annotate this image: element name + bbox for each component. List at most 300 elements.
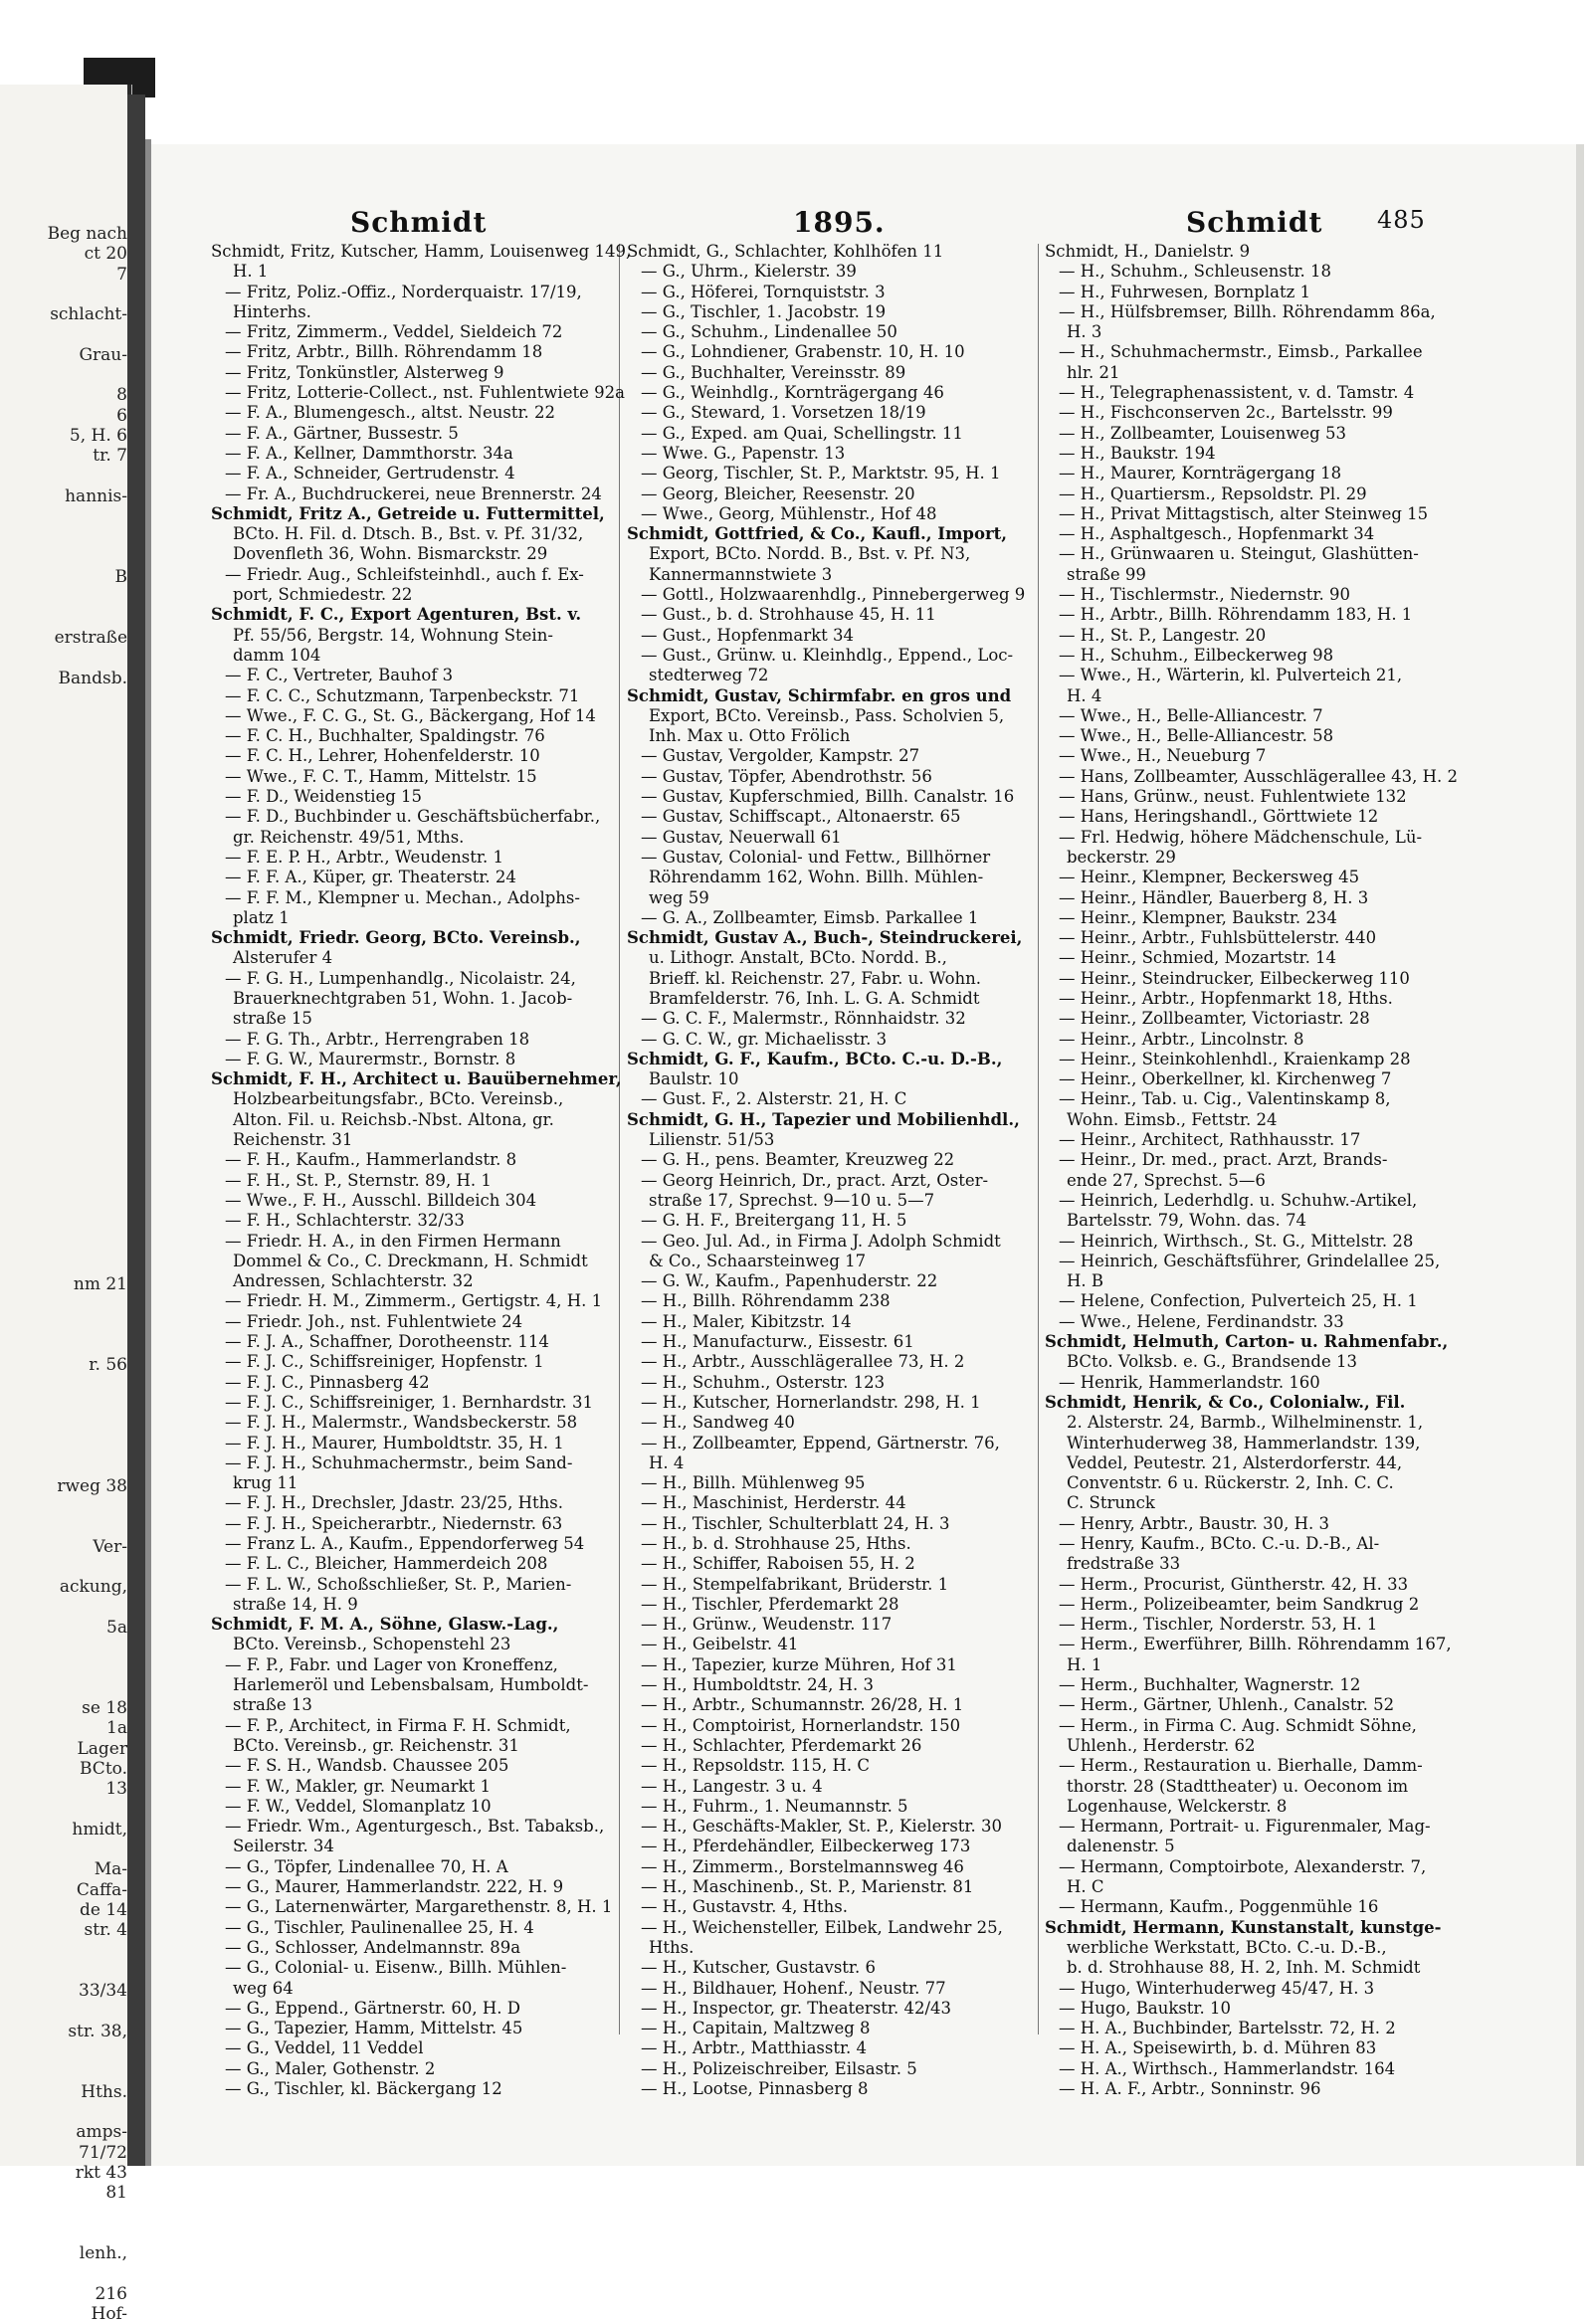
directory-entry: — Wwe., H., Belle-Alliancestr. 7 xyxy=(1059,705,1323,725)
directory-entry-continuation: Bramfelderstr. 76, Inh. L. G. A. Schmidt xyxy=(649,988,980,1008)
directory-entry: — H., Pferdehändler, Eilbeckerweg 173 xyxy=(641,1837,971,1856)
directory-entry-firm: Schmidt, Gustav A., Buch-, Steindruckerei, xyxy=(627,928,1023,948)
directory-entry: — Gust., Hopfenmarkt 34 xyxy=(641,625,855,645)
directory-entry: — H., Repsoldstr. 115, H. C xyxy=(641,1756,871,1776)
directory-entry: — Hans, Heringshandl., Görttwiete 12 xyxy=(1059,807,1379,827)
directory-page xyxy=(151,144,1584,2166)
directory-entry-firm: Schmidt, Hermann, Kunstanstalt, kunstge- xyxy=(1045,1917,1442,1937)
directory-entry: — H., Geibelstr. 41 xyxy=(641,1635,799,1654)
directory-entry-firm: Schmidt, Gustav, Schirmfabr. en gros und xyxy=(627,685,1012,705)
previous-page-fragment: tr. 7 xyxy=(93,446,127,467)
directory-entry: — H., Telegraphenassistent, v. d. Tamstr. 4 xyxy=(1059,383,1415,403)
directory-entry: — G. A., Zollbeamter, Eimsb. Parkallee 1 xyxy=(641,907,979,927)
previous-page-fragment: B xyxy=(114,567,127,588)
directory-entry: — F. P., Architect, in Firma F. H. Schmidt, xyxy=(225,1715,571,1735)
previous-page-fragment: hannis- xyxy=(65,485,127,506)
directory-entry: — Hugo, Winterhuderweg 45/47, H. 3 xyxy=(1059,1978,1375,1998)
directory-entry: — Herm., Ewerführer, Billh. Röhrendamm 167, xyxy=(1059,1635,1452,1654)
previous-page-fragment: Hths. xyxy=(81,2081,127,2102)
previous-page-fragment: str. 38, xyxy=(68,2021,127,2041)
directory-entry: — H., Schlachter, Pferdemarkt 26 xyxy=(641,1735,922,1755)
previous-page-fragment: 5a xyxy=(106,1617,127,1638)
directory-entry-continuation: Röhrendamm 162, Wohn. Billh. Mühlen- xyxy=(649,868,984,887)
directory-entry: — G., Schlosser, Andelmannstr. 89a xyxy=(225,1937,521,1957)
directory-entry-continuation: weg 59 xyxy=(649,887,709,907)
directory-entry: — H. A. F., Arbtr., Sonninstr. 96 xyxy=(1059,2079,1321,2099)
previous-page-fragment: 33/34 xyxy=(79,1981,127,2002)
header-left-surname: Schmidt xyxy=(350,206,488,239)
previous-page-fragment: 1a xyxy=(106,1718,127,1739)
directory-entry-firm: Schmidt, F. M. A., Söhne, Glasw.-Lag., xyxy=(211,1615,559,1635)
previous-page-fragment: de 14 xyxy=(80,1899,127,1920)
directory-entry: — F. P., Fabr. und Lager von Kroneffenz, xyxy=(225,1654,558,1674)
directory-entry-continuation: C. Strunck xyxy=(1067,1493,1155,1513)
directory-entry-continuation: werbliche Werkstatt, BCto. C.-u. D.-B., xyxy=(1067,1937,1387,1957)
directory-entry: — F. J. H., Speicherarbtr., Niedernstr. 63 xyxy=(225,1513,563,1533)
directory-entry-continuation: b. d. Strohhause 88, H. 2, Inh. M. Schmidt xyxy=(1067,1958,1421,1978)
directory-entry-firm: Schmidt, G. F., Kaufm., BCto. C.-u. D.-B., xyxy=(627,1049,1003,1068)
directory-entry: — H., Tischler, Schulterblatt 24, H. 3 xyxy=(641,1513,950,1533)
directory-entry-continuation: straße 99 xyxy=(1067,564,1146,584)
directory-entry-continuation: straße 14, H. 9 xyxy=(233,1594,358,1614)
previous-page-fragment: rweg 38 xyxy=(57,1475,127,1496)
directory-entry-continuation: damm 104 xyxy=(233,645,321,665)
directory-entry: — F. S. H., Wandsb. Chaussee 205 xyxy=(225,1756,509,1776)
directory-entry: — Heinr., Steindrucker, Eilbeckerweg 110 xyxy=(1059,968,1410,988)
previous-page-fragment: hmidt, xyxy=(72,1819,127,1840)
directory-entry: — H., Zimmerm., Borstelmannsweg 46 xyxy=(641,1856,964,1876)
directory-entry: — H., Grünwaaren u. Steingut, Glashütten- xyxy=(1059,544,1419,564)
previous-page-fragment: Lager xyxy=(77,1738,127,1759)
directory-entry: — F. F. M., Klempner u. Mechan., Adolphs- xyxy=(225,887,580,907)
directory-entry-continuation: beckerstr. 29 xyxy=(1067,847,1176,867)
directory-entry: — G., Tischler, 1. Jacobstr. 19 xyxy=(641,301,887,321)
directory-entry: — Wwe., H., Neueburg 7 xyxy=(1059,746,1267,766)
directory-entry-continuation: Brauerknechtgraben 51, Wohn. 1. Jacob- xyxy=(233,988,573,1008)
directory-entry-firm: Schmidt, Helmuth, Carton- u. Rahmenfabr., xyxy=(1045,1332,1449,1352)
directory-entry: — G., Maurer, Hammerlandstr. 222, H. 9 xyxy=(225,1877,564,1897)
directory-entry: — Heinrich, Wirthsch., St. G., Mittelstr. 28 xyxy=(1059,1231,1414,1251)
directory-entry: — H., Fischconserven 2c., Bartelsstr. 99 xyxy=(1059,403,1393,423)
previous-page-fragment: 13 xyxy=(105,1779,127,1800)
directory-entry: — F. G. Th., Arbtr., Herrengraben 18 xyxy=(225,1029,530,1049)
directory-entry: — H., Comptoirist, Hornerlandstr. 150 xyxy=(641,1715,961,1735)
directory-entry: — H., Kutscher, Gustavstr. 6 xyxy=(641,1958,876,1978)
directory-entry: — H., Capitain, Maltzweg 8 xyxy=(641,2019,871,2038)
directory-entry: — H., Weichensteller, Eilbek, Landwehr 25, xyxy=(641,1917,1003,1937)
previous-page-fragment: BCto. xyxy=(80,1758,127,1779)
directory-entry: — H., Maurer, Kornträgergang 18 xyxy=(1059,464,1342,484)
directory-entry: — Heinr., Oberkellner, kl. Kirchenweg 7 xyxy=(1059,1069,1392,1089)
directory-entry: — F. E. P. H., Arbtr., Weudenstr. 1 xyxy=(225,847,503,867)
directory-entry: — G., Eppend., Gärtnerstr. 60, H. D xyxy=(225,1998,520,2018)
directory-entry: — Georg, Tischler, St. P., Marktstr. 95, H. 1 xyxy=(641,464,1001,484)
directory-entry: — H., Schuhm., Schleusenstr. 18 xyxy=(1059,262,1332,282)
directory-entry: — Henrik, Hammerlandstr. 160 xyxy=(1059,1372,1320,1392)
directory-entry: — Henry, Kaufm., BCto. C.-u. D.-B., Al- xyxy=(1059,1534,1380,1553)
directory-entry: — G., Schuhm., Lindenallee 50 xyxy=(641,322,897,342)
directory-entry: — H., Fuhrm., 1. Neumannstr. 5 xyxy=(641,1796,908,1816)
directory-entry: — G., Uhrm., Kielerstr. 39 xyxy=(641,262,857,282)
directory-entry: — Fritz, Zimmerm., Veddel, Sieldeich 72 xyxy=(225,322,563,342)
directory-entry: — Herm., Buchhalter, Wagnerstr. 12 xyxy=(1059,1675,1361,1695)
directory-entry-continuation: Kannermannstwiete 3 xyxy=(649,564,833,584)
directory-entry-continuation: Lilienstr. 51/53 xyxy=(649,1130,775,1150)
directory-entry-continuation: BCto. Vereinsb., gr. Reichenstr. 31 xyxy=(233,1735,519,1755)
directory-entry-continuation: Winterhuderweg 38, Hammerlandstr. 139, xyxy=(1067,1433,1421,1452)
directory-entry-continuation: platz 1 xyxy=(233,907,290,927)
directory-entry: — H., Zollbeamter, Eppend, Gärtnerstr. 76, xyxy=(641,1433,1000,1452)
directory-entry: — F. A., Blumengesch., altst. Neustr. 22 xyxy=(225,403,556,423)
directory-entry: — Hans, Grünw., neust. Fuhlentwiete 132 xyxy=(1059,787,1407,807)
directory-entry: — H., Gustavstr. 4, Hths. xyxy=(641,1897,848,1917)
directory-entry: — Heinr., Arbtr., Fuhlsbüttelerstr. 440 xyxy=(1059,928,1377,948)
directory-entry: — F. L. W., Schoßschließer, St. P., Marien- xyxy=(225,1574,572,1594)
directory-entry: — Gust., b. d. Strohhause 45, H. 11 xyxy=(641,605,936,625)
directory-entry-continuation: BCto. Vereinsb., Schopenstehl 23 xyxy=(233,1635,511,1654)
directory-entry: — H., Geschäfts-Makler, St. P., Kielerstr. 30 xyxy=(641,1817,1002,1837)
directory-entry-firm: Schmidt, Fritz A., Getreide u. Futtermittel, xyxy=(211,503,605,523)
directory-entry: — Herm., Polizeibeamter, beim Sandkrug 2 xyxy=(1059,1594,1420,1614)
directory-entry: — F. C., Vertreter, Bauhof 3 xyxy=(225,666,454,685)
directory-entry: — H. A., Speisewirth, b. d. Mühren 83 xyxy=(1059,2038,1377,2058)
directory-entry: — Heinr., Steinkohlenhdl., Kraienkamp 28 xyxy=(1059,1049,1411,1068)
previous-page-fragment: Caffa- xyxy=(76,1879,127,1900)
directory-entry: Schmidt, Fritz, Kutscher, Hamm, Louisenweg 149, xyxy=(211,242,632,261)
directory-entry: — Georg, Bleicher, Reesenstr. 20 xyxy=(641,484,915,503)
directory-entry: — F. A., Schneider, Gertrudenstr. 4 xyxy=(225,464,515,484)
directory-entry: — Heinr., Dr. med., pract. Arzt, Brands- xyxy=(1059,1150,1388,1170)
directory-entry: — Heinr., Architect, Rathhausstr. 17 xyxy=(1059,1130,1361,1150)
previous-page-fragment: nm 21 xyxy=(73,1273,127,1294)
directory-entry-continuation: Dommel & Co., C. Dreckmann, H. Schmidt xyxy=(233,1251,588,1270)
directory-entry-firm: Schmidt, Gottfried, & Co., Kaufl., Import, xyxy=(627,524,1008,544)
directory-entry: — G. C. F., Malermstr., Rönnhaidstr. 32 xyxy=(641,1009,966,1029)
directory-entry: — H., Billh. Röhrendamm 238 xyxy=(641,1291,891,1311)
directory-entry-continuation: Uhlenh., Herderstr. 62 xyxy=(1067,1735,1256,1755)
directory-entry-continuation: hlr. 21 xyxy=(1067,362,1120,382)
directory-entry: — H., Polizeischreiber, Eilsastr. 5 xyxy=(641,2058,917,2078)
directory-entry: — Heinr., Händler, Bauerberg 8, H. 3 xyxy=(1059,887,1369,907)
previous-page-fragment: 81 xyxy=(105,2183,127,2204)
directory-entry-continuation: straße 13 xyxy=(233,1695,312,1715)
directory-entry: — Gustav, Colonial- und Fettw., Billhörner xyxy=(641,847,991,867)
directory-entry: — G., Tischler, Paulinenallee 25, H. 4 xyxy=(225,1917,534,1937)
directory-entry: — H., Maler, Kibitzstr. 14 xyxy=(641,1311,852,1331)
directory-entry: — H., Tischlermstr., Niedernstr. 90 xyxy=(1059,585,1350,605)
directory-entry: — Heinr., Arbtr., Hopfenmarkt 18, Hths. xyxy=(1059,988,1393,1008)
previous-page-fragment: Ver- xyxy=(93,1536,127,1557)
directory-entry: — Hermann, Portrait- u. Figurenmaler, Mag- xyxy=(1059,1817,1431,1837)
header-year: 1895. xyxy=(793,206,886,239)
directory-entry-firm: Schmidt, Henrik, & Co., Colonialw., Fil. xyxy=(1045,1392,1406,1412)
directory-entry: — Friedr. H. A., in den Firmen Hermann xyxy=(225,1231,561,1251)
directory-entry: — H., Tischler, Pferdemarkt 28 xyxy=(641,1594,899,1614)
directory-entry: — H., Langestr. 3 u. 4 xyxy=(641,1776,823,1796)
directory-entry-continuation: port, Schmiedestr. 22 xyxy=(233,585,413,605)
previous-page-fragment: Hof- xyxy=(91,2303,127,2324)
directory-entry: — H., Schiffer, Raboisen 55, H. 2 xyxy=(641,1554,915,1574)
directory-entry: — F. W., Makler, gr. Neumarkt 1 xyxy=(225,1776,491,1796)
directory-entry: — Heinr., Zollbeamter, Victoriastr. 28 xyxy=(1059,1009,1370,1029)
directory-entry: — Friedr. Joh., nst. Fuhlentwiete 24 xyxy=(225,1311,523,1331)
directory-entry: — F. C. H., Buchhalter, Spaldingstr. 76 xyxy=(225,726,545,746)
directory-entry: — H., Arbtr., Billh. Röhrendamm 183, H. 1 xyxy=(1059,605,1413,625)
directory-entry: — Hugo, Baukstr. 10 xyxy=(1059,1998,1231,2018)
column-3 xyxy=(1045,242,1592,2099)
directory-entry-continuation: H. 3 xyxy=(1067,322,1102,342)
directory-entry-continuation: straße 17, Sprechst. 9—10 u. 5—7 xyxy=(649,1190,935,1210)
directory-entry: — F. G. W., Maurermstr., Bornstr. 8 xyxy=(225,1049,516,1068)
directory-entry-firm: Schmidt, F. H., Architect u. Bauübernehmer, xyxy=(211,1069,622,1089)
directory-entry: — Wwe., H., Wärterin, kl. Pulverteich 21, xyxy=(1059,666,1403,685)
directory-entry: — H., Inspector, gr. Theaterstr. 42/43 xyxy=(641,1998,952,2018)
directory-entry: — F. J. A., Schaffner, Dorotheenstr. 114 xyxy=(225,1332,549,1352)
directory-entry-continuation: BCto. H. Fil. d. Dtsch. B., Bst. v. Pf. 31/32, xyxy=(233,524,584,544)
page-number: 485 xyxy=(1377,206,1426,234)
directory-entry: — Franz L. A., Kaufm., Eppendorferweg 54 xyxy=(225,1534,585,1553)
directory-entry: — H. A., Buchbinder, Bartelsstr. 72, H. 2 xyxy=(1059,2019,1396,2038)
directory-entry: — Wwe., Georg, Mühlenstr., Hof 48 xyxy=(641,503,937,523)
directory-entry-firm: Schmidt, Friedr. Georg, BCto. Vereinsb., xyxy=(211,928,581,948)
directory-entry: — H., Arbtr., Schumannstr. 26/28, H. 1 xyxy=(641,1695,964,1715)
directory-entry: — H., Schuhmachermstr., Eimsb., Parkallee xyxy=(1059,342,1423,362)
directory-entry: — G., Töpfer, Lindenallee 70, H. A xyxy=(225,1856,508,1876)
directory-entry: — F. G. H., Lumpenhandlg., Nicolaistr. 24, xyxy=(225,968,576,988)
previous-page-fragment: ct 20 xyxy=(84,244,127,265)
directory-entry: — F. F. A., Küper, gr. Theaterstr. 24 xyxy=(225,868,516,887)
directory-entry: — G., Lohndiener, Grabenstr. 10, H. 10 xyxy=(641,342,965,362)
directory-entry-continuation: ende 27, Sprechst. 5—6 xyxy=(1067,1170,1266,1190)
previous-page-fragment: erstraße xyxy=(54,628,127,648)
directory-entry: — G., Maler, Gothenstr. 2 xyxy=(225,2058,436,2078)
directory-entry: — F. J. H., Malermstr., Wandsbeckerstr. 58 xyxy=(225,1413,578,1433)
directory-entry: — H., Humboldtstr. 24, H. 3 xyxy=(641,1675,875,1695)
directory-entry: — F. J. H., Maurer, Humboldtstr. 35, H. 1 xyxy=(225,1433,564,1452)
directory-entry-continuation: H. 1 xyxy=(233,262,269,282)
directory-entry: — Hermann, Comptoirbote, Alexanderstr. 7, xyxy=(1059,1856,1427,1876)
directory-entry: — G. H., pens. Beamter, Kreuzweg 22 xyxy=(641,1150,955,1170)
directory-entry: — H., Stempelfabrikant, Brüderstr. 1 xyxy=(641,1574,949,1594)
directory-entry-continuation: H. 4 xyxy=(649,1452,685,1472)
directory-entry: — G. H. F., Breitergang 11, H. 5 xyxy=(641,1211,907,1231)
previous-page-fragment: 7 xyxy=(116,264,127,285)
directory-entry: — H., Arbtr., Ausschlägerallee 73, H. 2 xyxy=(641,1352,965,1372)
directory-entry: — H., Billh. Mühlenweg 95 xyxy=(641,1473,866,1493)
directory-entry: — Georg Heinrich, Dr., pract. Arzt, Oster- xyxy=(641,1170,989,1190)
directory-entry: — Heinrich, Geschäftsführer, Grindelallee 25, xyxy=(1059,1251,1441,1270)
previous-page-fragment: 6 xyxy=(116,405,127,426)
previous-page-fragment: Bandsb. xyxy=(58,668,127,688)
directory-entry: — H., Lootse, Pinnasberg 8 xyxy=(641,2079,869,2099)
directory-entry: — F. J. H., Schuhmachermstr., beim Sand- xyxy=(225,1452,573,1472)
directory-entry: — Gustav, Kupferschmied, Billh. Canalstr. 16 xyxy=(641,787,1015,807)
directory-entry: — F. J. H., Drechsler, Jdastr. 23/25, Hths. xyxy=(225,1493,563,1513)
directory-entry: — F. J. C., Schiffsreiniger, Hopfenstr. 1 xyxy=(225,1352,544,1372)
directory-entry-continuation: Seilerstr. 34 xyxy=(233,1837,334,1856)
directory-entry-continuation: Andressen, Schlachterstr. 32 xyxy=(233,1271,474,1291)
directory-entry: — Friedr. Aug., Schleifsteinhdl., auch f. Ex- xyxy=(225,564,584,584)
directory-entry-continuation: Harlemeröl und Lebensbalsam, Humboldt- xyxy=(233,1675,589,1695)
directory-entry: — Wwe., Helene, Ferdinandstr. 33 xyxy=(1059,1311,1344,1331)
directory-entry-continuation: Wohn. Eimsb., Fettstr. 24 xyxy=(1067,1109,1278,1129)
directory-entry: Schmidt, G., Schlachter, Kohlhöfen 11 xyxy=(627,242,944,261)
directory-entry-continuation: krug 11 xyxy=(233,1473,298,1493)
directory-entry-continuation: gr. Reichenstr. 49/51, Mths. xyxy=(233,827,465,847)
directory-entry-continuation: Veddel, Peutestr. 21, Alsterdorferstr. 44, xyxy=(1067,1452,1403,1472)
directory-entry-continuation: stedterweg 72 xyxy=(649,666,769,685)
directory-entry: — Gust. F., 2. Alsterstr. 21, H. C xyxy=(641,1089,907,1109)
previous-page-fragment: Grau- xyxy=(79,344,127,365)
directory-entry-continuation: weg 64 xyxy=(233,1978,294,1998)
directory-entry: — G., Steward, 1. Vorsetzen 18/19 xyxy=(641,403,926,423)
directory-entry-continuation: Bartelsstr. 79, Wohn. das. 74 xyxy=(1067,1211,1307,1231)
directory-entry: — F. D., Weidenstieg 15 xyxy=(225,787,423,807)
previous-page-fragment: Ma- xyxy=(94,1859,127,1880)
directory-entry: — H., Fuhrwesen, Bornplatz 1 xyxy=(1059,282,1311,301)
directory-entry: — H., Grünw., Weudenstr. 117 xyxy=(641,1615,893,1635)
directory-entry: — Gustav, Schiffscapt., Altonaerstr. 65 xyxy=(641,807,961,827)
previous-page-fragment: 71/72 xyxy=(79,2142,127,2163)
directory-entry: — Gottl., Holzwaarenhdlg., Pinnebergerweg 9 xyxy=(641,585,1026,605)
directory-entry: — H., Privat Mittagstisch, alter Steinweg 15 xyxy=(1059,503,1429,523)
directory-entry-continuation: Alton. Fil. u. Reichsb.-Nbst. Altona, gr. xyxy=(233,1109,554,1129)
directory-entry: — Herm., Restauration u. Bierhalle, Damm- xyxy=(1059,1756,1423,1776)
directory-entry-continuation: Baulstr. 10 xyxy=(649,1069,739,1089)
directory-entry: — G., Tapezier, Hamm, Mittelstr. 45 xyxy=(225,2019,523,2038)
directory-entry-continuation: Export, BCto. Nordd. B., Bst. v. Pf. N3, xyxy=(649,544,971,564)
directory-entry: — Gustav, Töpfer, Abendrothstr. 56 xyxy=(641,766,932,786)
directory-entry: — H., Baukstr. 194 xyxy=(1059,443,1216,463)
previous-page-fragment: schlacht- xyxy=(50,304,127,325)
directory-entry: — H., Maschinenb., St. P., Marienstr. 81 xyxy=(641,1877,974,1897)
directory-entry: — F. A., Kellner, Dammthorstr. 34a xyxy=(225,443,513,463)
directory-entry-continuation: Holzbearbeitungsfabr., BCto. Vereinsb., xyxy=(233,1089,564,1109)
directory-entry-firm: Schmidt, G. H., Tapezier und Mobilienhdl., xyxy=(627,1109,1020,1129)
directory-entry: — H., Sandweg 40 xyxy=(641,1413,795,1433)
previous-page-fragment: 5, H. 6 xyxy=(69,426,127,446)
directory-entry: — Heinr., Tab. u. Cig., Valentinskamp 8, xyxy=(1059,1089,1391,1109)
directory-entry-continuation: Export, BCto. Vereinsb., Pass. Scholvien 5, xyxy=(649,705,1005,725)
directory-entry: — H., Maschinist, Herderstr. 44 xyxy=(641,1493,906,1513)
previous-page-fragment: Beg nach xyxy=(47,224,127,244)
directory-entry: — G. C. W., gr. Michaelisstr. 3 xyxy=(641,1029,888,1049)
directory-entry: — Herm., Procurist, Güntherstr. 42, H. 33 xyxy=(1059,1574,1409,1594)
directory-entry: — H., Schuhm., Osterstr. 123 xyxy=(641,1372,886,1392)
header-right-surname: Schmidt xyxy=(1186,206,1323,239)
directory-entry: — Wwe., F. C. T., Hamm, Mittelstr. 15 xyxy=(225,766,537,786)
directory-entry-continuation: dalenenstr. 5 xyxy=(1067,1837,1175,1856)
directory-entry: — Helene, Confection, Pulverteich 25, H. 1 xyxy=(1059,1291,1418,1311)
directory-entry: — Fritz, Poliz.-Offiz., Norderquaistr. 17/19, xyxy=(225,282,582,301)
directory-entry: — Herm., Gärtner, Uhlenh., Canalstr. 52 xyxy=(1059,1695,1395,1715)
directory-entry-continuation: Brieff. kl. Reichenstr. 27, Fabr. u. Wohn. xyxy=(649,968,981,988)
directory-entry-continuation: Conventstr. 6 u. Rückerstr. 2, Inh. C. C. xyxy=(1067,1473,1394,1493)
directory-entry: — Friedr. H. M., Zimmerm., Gertigstr. 4, H. 1 xyxy=(225,1291,603,1311)
previous-page-fragment: se 18 xyxy=(82,1697,127,1718)
directory-entry: — Fr. A., Buchdruckerei, neue Brennerstr. 24 xyxy=(225,484,602,503)
directory-entry-continuation: H. C xyxy=(1067,1877,1104,1897)
previous-page-fragment: rkt 43 xyxy=(75,2162,127,2183)
directory-entry-continuation: Inh. Max u. Otto Frölich xyxy=(649,726,851,746)
directory-entry-continuation: Pf. 55/56, Bergstr. 14, Wohnung Stein- xyxy=(233,625,553,645)
directory-entry-continuation: H. 4 xyxy=(1067,685,1102,705)
directory-entry: — F. D., Buchbinder u. Geschäftsbücherfabr., xyxy=(225,807,601,827)
directory-entry: — Frl. Hedwig, höhere Mädchenschule, Lü- xyxy=(1059,827,1423,847)
directory-entry: — Friedr. Wm., Agenturgesch., Bst. Tabaksb., xyxy=(225,1817,605,1837)
directory-entry: — H., Arbtr., Matthiasstr. 4 xyxy=(641,2038,868,2058)
directory-entry: — G., Veddel, 11 Veddel xyxy=(225,2038,424,2058)
directory-entry: — F. L. C., Bleicher, Hammerdeich 208 xyxy=(225,1554,548,1574)
directory-entry: — Gustav, Neuerwall 61 xyxy=(641,827,842,847)
directory-entry: — H., Hülfsbremser, Billh. Röhrendamm 86a, xyxy=(1059,301,1436,321)
directory-entry: — H. A., Wirthsch., Hammerlandstr. 164 xyxy=(1059,2058,1396,2078)
directory-entry: — H., Bildhauer, Hohenf., Neustr. 77 xyxy=(641,1978,946,1998)
directory-entry-firm: Schmidt, F. C., Export Agenturen, Bst. v. xyxy=(211,605,582,625)
directory-entry-continuation: Logenhause, Welckerstr. 8 xyxy=(1067,1796,1288,1816)
directory-entry: — H., b. d. Strohhause 25, Hths. xyxy=(641,1534,911,1553)
directory-entry-continuation: Alsterufer 4 xyxy=(233,948,333,968)
directory-entry: — H., St. P., Langestr. 20 xyxy=(1059,625,1267,645)
book-spine xyxy=(127,95,145,2166)
directory-entry: — Hermann, Kaufm., Poggenmühle 16 xyxy=(1059,1897,1379,1917)
directory-entry: — G., Exped. am Quai, Schellingstr. 11 xyxy=(641,423,963,443)
directory-entry: — F. J. C., Schiffsreiniger, 1. Bernhardstr. 31 xyxy=(225,1392,594,1412)
directory-entry: — Henry, Arbtr., Baustr. 30, H. 3 xyxy=(1059,1513,1329,1533)
directory-entry: — G., Weinhdlg., Kornträgergang 46 xyxy=(641,383,944,403)
directory-entry: — Heinr., Arbtr., Lincolnstr. 8 xyxy=(1059,1029,1304,1049)
previous-page-edge xyxy=(0,85,132,2324)
directory-entry-continuation: 2. Alsterstr. 24, Barmb., Wilhelminenstr. 1, xyxy=(1067,1413,1424,1433)
directory-entry-continuation: thorstr. 28 (Stadttheater) u. Oeconom im xyxy=(1067,1776,1409,1796)
directory-entry: — H., Kutscher, Hornerlandstr. 298, H. 1 xyxy=(641,1392,981,1412)
directory-entry-continuation: Dovenfleth 36, Wohn. Bismarckstr. 29 xyxy=(233,544,548,564)
directory-entry: — F. J. C., Pinnasberg 42 xyxy=(225,1372,430,1392)
directory-entry: — Heinrich, Lederhdlg. u. Schuhw.-Artikel, xyxy=(1059,1190,1418,1210)
previous-page-fragment: r. 56 xyxy=(89,1354,127,1375)
directory-entry: — Wwe., F. H., Ausschl. Billdeich 304 xyxy=(225,1190,537,1210)
directory-entry: — Gust., Grünw. u. Kleinhdlg., Eppend., Loc- xyxy=(641,645,1014,665)
directory-entry-continuation: fredstraße 33 xyxy=(1067,1554,1181,1574)
directory-entry: — H., Tapezier, kurze Mühren, Hof 31 xyxy=(641,1654,957,1674)
previous-page-fragment: lenh., xyxy=(79,2243,127,2263)
directory-entry: Schmidt, H., Danielstr. 9 xyxy=(1045,242,1251,261)
directory-entry: — H., Zollbeamter, Louisenweg 53 xyxy=(1059,423,1346,443)
directory-entry: — Herm., Tischler, Norderstr. 53, H. 1 xyxy=(1059,1615,1378,1635)
directory-entry-continuation: Hths. xyxy=(649,1937,695,1957)
directory-entry: — F. H., St. P., Sternstr. 89, H. 1 xyxy=(225,1170,492,1190)
directory-entry: — H., Asphaltgesch., Hopfenmarkt 34 xyxy=(1059,524,1375,544)
directory-entry: — G., Laternenwärter, Margarethenstr. 8, H. 1 xyxy=(225,1897,613,1917)
directory-entry: — Geo. Jul. Ad., in Firma J. Adolph Schmidt xyxy=(641,1231,1001,1251)
directory-entry: — G., Colonial- u. Eisenw., Billh. Mühlen- xyxy=(225,1958,567,1978)
directory-entry-continuation: H. B xyxy=(1067,1271,1104,1291)
directory-entry: — H., Manufacturw., Eissestr. 61 xyxy=(641,1332,914,1352)
directory-entry: — Heinr., Klempner, Baukstr. 234 xyxy=(1059,907,1337,927)
directory-entry: — Fritz, Tonkünstler, Alsterweg 9 xyxy=(225,362,504,382)
directory-entry-continuation: straße 15 xyxy=(233,1009,312,1029)
previous-page-fragment: 216 xyxy=(95,2283,127,2304)
directory-entry: — Herm., in Firma C. Aug. Schmidt Söhne, xyxy=(1059,1715,1417,1735)
directory-entry: — Heinr., Schmied, Mozartstr. 14 xyxy=(1059,948,1337,968)
directory-entry: — Hans, Zollbeamter, Ausschlägerallee 43, H. 2 xyxy=(1059,766,1458,786)
directory-entry: — Wwe. G., Papenstr. 13 xyxy=(641,443,846,463)
directory-entry: — Wwe., F. C. G., St. G., Bäckergang, Hof 14 xyxy=(225,705,596,725)
directory-entry: — G., Tischler, kl. Bäckergang 12 xyxy=(225,2079,502,2099)
directory-entry: — F. H., Kaufm., Hammerlandstr. 8 xyxy=(225,1150,517,1170)
directory-entry: — Fritz, Lotterie-Collect., nst. Fuhlentwiete 92a xyxy=(225,383,625,403)
directory-entry: — Heinr., Klempner, Beckersweg 45 xyxy=(1059,868,1360,887)
